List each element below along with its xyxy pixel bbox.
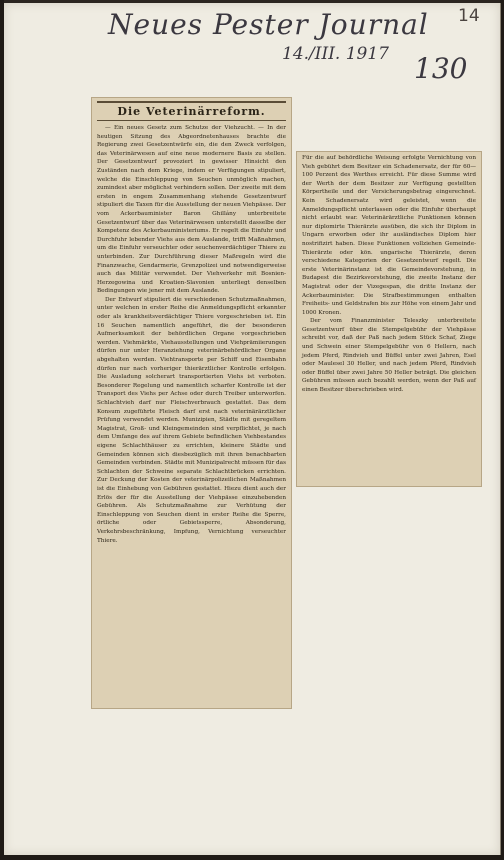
newspaper-clipping-right bbox=[296, 151, 482, 487]
article-paragraph: Der vom Finanzminister Teleszky unterbreitete Gesetzentwurf über die Stempelgebühr der Viehpässe schreibt vor, daß der Paß nach jedem Stück Schaf, Ziege und Schwein einer Stempelgebühr von 6 Hellern, nach jedem Pferd, Rindvieh und Büffel unter zwei Jahren, Esel oder Maulesel 30 Heller, und nach jedem Pferd, Rindvieh oder Büffel über zwei Jahre 50 Heller beträgt. Die gleichen Gebühren müssen auch bezahlt werden, wenn der Paß auf einen Besitzer überschrieben wird. bbox=[302, 318, 476, 394]
title-rule-bottom bbox=[97, 120, 286, 121]
article-title: Die Veterinärreform. bbox=[117, 105, 266, 118]
title-rule-top bbox=[97, 101, 286, 103]
article-paragraph: Für die auf behördliche Weisung erfolgte Vernichtung von Vieh gebührt dem Besitzer ein Schadenersatz, der für 60—100 Perzent des Werthes erreicht. Für diese Summe wird der Werth der dem Besitzer zur Verfügung gestellten Körpertheile und der Versicherungsbetrag eingerechnet. Kein Schadenersatz wird geleistet, wenn die Anmeldungspflicht unterlassen oder die Einfuhr überhaupt nicht erlaubt war. Veterinärärztliche Funktionen können nur diplomirte Thierärzte ausüben, die sich ihr Diplom in Ungarn erworben oder ihr ausländisches Diplom hier nostrifizirt haben. Diese Funktionen vollziehen Gemeinde-Thierärzte oder kön. ungarische Thierärzte, deren verschiedene Kategorien der Gesetzentwurf regelt. Die erste Veterinärinstanz ist die Gemeindevorstehung, in Budapest die Bezirksvorstehung, die zweite Instanz der Magistrat oder der Vizegespan, die dritte Instanz der Ackerbauminister. Die Strafbestimmungen enthalten Freiheits- und Geldstrafen bis zur Höhe von einem Jahr und 1000 Kronen. bbox=[302, 155, 476, 316]
page-number: 14 bbox=[458, 6, 480, 26]
handwritten-reference-number: 130 bbox=[414, 52, 468, 85]
handwritten-newspaper-name: Neues Pester Journal bbox=[108, 8, 429, 41]
newspaper-clipping-left bbox=[91, 97, 292, 709]
handwritten-date: 14./III. 1917 bbox=[282, 44, 389, 64]
article-paragraph: Der Entwurf stipuliert die verschiedenen Schutzmaßnahmen, unter welchen in erster Reihe die Anmeldungspflicht erkannter oder als krankheitsverdächtiger Thiere vorgeschrieben ist. Ein 16 Seuchen namentlich angeführt, die der besonderen Aufmerksamkeit der behördlichen Organe vorgeschrieben werden. Viehmärkte, Viehausstellungen und Viehprämiierungen dürfen nur unter Heranziehung veterinärbehördlicher Organe abgehalten werden. Viehtransporte per Schiff und Eisenbahn dürfen nur nach vorheriger thierärztlicher Kontrolle erfolgen. Die Ausladung solcherart transportierten Viehs ist verboten. Besonderer Regelung und namentlich scharfer Kontrolle ist der Transport des Viehs per Achse oder durch Treiber unterworfen. Schlachtvieh darf nur Fleischverbrauch gestattet. Das dem Konsum zugeführte Fleisch darf erst nach veterinärärztlicher Prüfung verwendet werden. Munizipien, Städte mit geregeltem Magistrat, Groß- und Kleingemeinden sind verpflichtet, je nach dem Umfange des auf ihrem Gebiete befindlichen Viehbestandes eigene Schlachthäuser zu errichten, kleinere Städte und Gemeinden können sich diesbezüglich mit ihren benachbarten Gemeinden verbinden. Städte mit Munizipalrecht müssen für das Schlachten der Schweine separate Schlachtbrücken errichten. Zur Deckung der Kosten der veterinärpolizeilichen Maßnahmen ist die Einhebung von Gebühren gestattet. Hiezu dient auch der Erlös der für die Ausstellung der Viehpässe einzuhebenden Gebühren. Als Schutzmaßnahme zur Verhütung der Einschleppung von Seuchen dient in erster Reihe die Sperre, örtliche oder Gebietssperre, Absonderung, Verkehrsbeschränkung, Impfung, Vernichtung verseuchter Thiere. bbox=[97, 296, 286, 544]
scan-edge-bottom bbox=[0, 855, 504, 860]
article-paragraph: — Ein neues Gesetz zum Schutze der Viehzucht. — In der heutigen Sitzung des Abgeordnetenhauses brachte die Regierung zwei Gesetzentwürfe ein, die den Zweck verfolgen, das Veterinärwesen auf eine neue modernere Basis zu stellen. Der Gesetzentwurf provoziert in gewisser Hinsicht den Zuständen nach dem Kriege, indem er Verfügungen stipuliert, welche die Einschleppung von Seuchen unmöglich machen, zumindest aber möglichst verhindern sollen. Der zweite mit dem ersten in engem Zusammenhang stehende Gesetzentwurf stipuliert die Taxen für die Ausstellung der neuen Viehpässe. Der vom Ackerbauminister Baron Ghillány unterbreitete Gesetzentwurf über das Veterinärwesen unterstellt dasselbe der Kompetenz des Ackerbauministeriums. Er regelt die Einfuhr und Durchfuhr lebender Viehs aus dem Auslande, trifft Maßnahmen, um die Einfuhr verseuchter oder seuchenverdächtiger Thiere zu unterbinden. Zur Durchführung dieser Maßregeln wird die Finanzwache, Gendarmerie, Grenzpolizei und notwendigerweise auch das Militär verwendet. Der Viehverkehr mit Bosnien-Herzegowina und Kroatien-Slavonien unterliegt denselben Bedingungen wie jener mit dem Auslande. bbox=[97, 125, 286, 295]
